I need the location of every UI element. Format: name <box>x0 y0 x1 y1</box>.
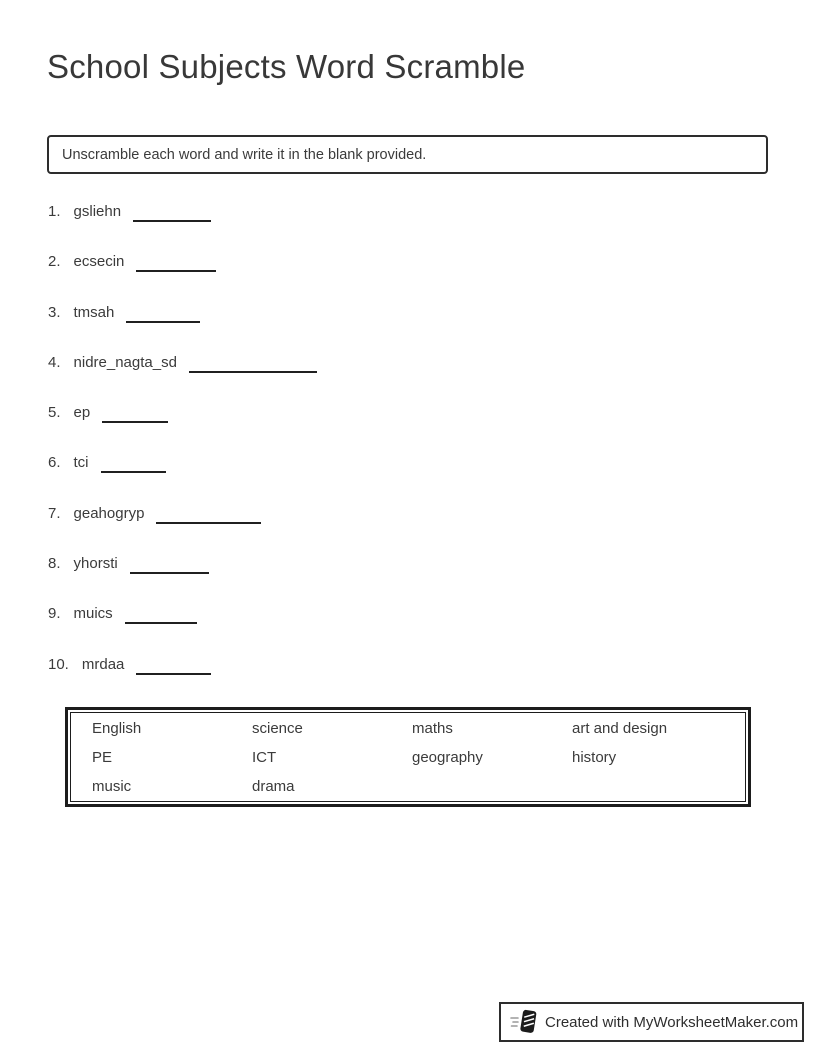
word-bank-grid <box>92 714 745 801</box>
word-bank-inner-border <box>70 712 746 802</box>
scrambled-word: nidre_nagta_sd <box>73 353 177 371</box>
scrambled-word: muics <box>73 605 113 623</box>
word-bank-word: ICT <box>252 749 277 766</box>
footer-credit-link[interactable]: Created with MyWorksheetMaker.com <box>545 1013 799 1031</box>
scramble-item <box>48 453 768 503</box>
answer-blank <box>156 504 261 524</box>
word-bank-word: art and design <box>572 720 668 737</box>
scrambled-word: geahogryp <box>73 504 145 522</box>
scramble-item <box>48 252 768 302</box>
word-bank-box <box>65 707 751 807</box>
scramble-item <box>48 202 768 252</box>
answer-blank <box>102 403 168 423</box>
scramble-item <box>48 655 768 705</box>
scramble-item <box>48 504 768 554</box>
scrambled-word: tmsah <box>73 303 115 321</box>
answer-blank <box>125 604 197 624</box>
word-bank-word: maths <box>412 720 453 737</box>
instructions-box <box>47 135 768 174</box>
item-number: 8. <box>48 555 61 573</box>
page-title: School Subjects Word Scramble <box>47 48 526 85</box>
scramble-item <box>48 303 768 353</box>
scrambled-word: yhorsti <box>73 555 118 573</box>
item-number: 1. <box>48 203 61 220</box>
answer-blank <box>130 554 209 574</box>
scrambled-word: gsliehn <box>73 203 122 220</box>
word-bank-word: drama <box>252 778 295 795</box>
word-bank-word: music <box>92 778 132 795</box>
scramble-item <box>48 403 768 453</box>
scramble-item <box>48 604 768 654</box>
item-number: 5. <box>48 404 61 422</box>
item-number: 2. <box>48 253 61 271</box>
answer-blank <box>136 252 216 272</box>
item-number: 4. <box>48 353 61 371</box>
instructions-text: Unscramble each word and write it in the blank provided. <box>62 146 427 163</box>
word-bank-word: English <box>92 720 142 737</box>
item-number: 10. <box>48 655 69 673</box>
word-bank-word: PE <box>92 749 113 766</box>
item-number: 3. <box>48 303 61 321</box>
item-number: 9. <box>48 605 61 623</box>
answer-blank <box>133 202 211 222</box>
scramble-item <box>48 554 768 604</box>
word-bank-word: science <box>252 720 303 737</box>
answer-blank <box>126 303 200 323</box>
scrambled-word: mrdaa <box>81 655 125 673</box>
word-bank-word: history <box>572 749 617 766</box>
scrambled-word: ecsecin <box>73 253 125 271</box>
footer-credit-box <box>499 1002 804 1042</box>
scrambled-word: tci <box>73 454 89 472</box>
item-number: 6. <box>48 454 61 472</box>
answer-blank <box>101 453 166 473</box>
scramble-list <box>48 202 768 705</box>
scramble-item <box>48 353 768 403</box>
answer-blank <box>189 353 317 373</box>
item-number: 7. <box>48 504 61 522</box>
word-bank-word: geography <box>412 749 483 766</box>
scrambled-word: ep <box>73 404 91 422</box>
answer-blank <box>136 655 211 675</box>
worksheet-maker-logo-icon <box>510 1007 538 1037</box>
